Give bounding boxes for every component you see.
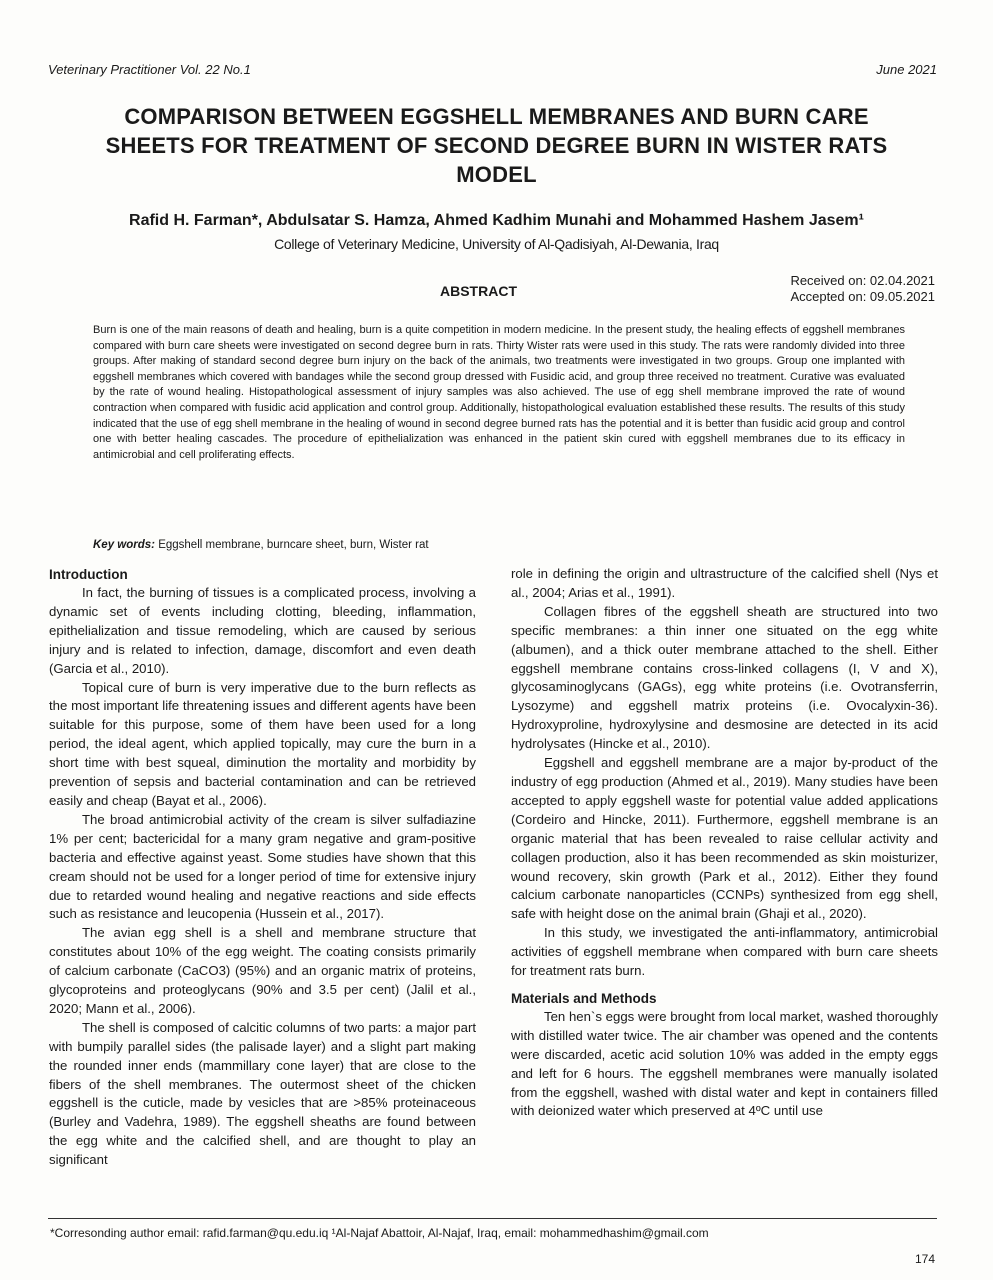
- corresponding-author-footnote: *Corresonding author email: rafid.farman@qu.edu.iq ¹Al-Najaf Abattoir, Al-Najaf, Iraq, email: mohammedhashim@gmail.com: [50, 1226, 709, 1240]
- running-header: [48, 62, 937, 77]
- paragraph: Ten hen`s eggs were brought from local market, washed thoroughly with distilled water twice. The air chamber was opened and the contents were discarded, acetic acid solution 10% was added in the empty eggs and left for 6 hours. The eggshell membranes were manually isolated from the eggshell, washed with distal water and kept in containers filled with deionized water which preserved at 4ºC until use: [511, 1008, 938, 1119]
- title-line-3: MODEL: [456, 162, 537, 187]
- keywords: [93, 539, 429, 551]
- journal-name: Veterinary Practitioner Vol. 22 No.1: [48, 62, 251, 77]
- keywords-label: Key words:: [93, 539, 155, 551]
- received-date: Received on: 02.04.2021: [790, 273, 935, 288]
- paragraph: The broad antimicrobial activity of the cream is silver sulfadiazine 1% per cent; bactericidal for a many gram negative and gram-positive bacteria and effective against yeast. Some studies have shown that this cream should not be used for a longer period of time for extensive injury due to retarded wound healing and negative reactions and side effects such as resistance and leucopenia (Hussein et al., 2017).: [49, 811, 476, 922]
- paragraph: The shell is composed of calcitic columns of two parts: a major part with bumpily parallel sides (the palisade layer) and a slight part making the rounded inner ends (mammillary cone layer) that are close to the fibers of the shell membranes. The outermost sheet of the chicken eggshell is the cuticle, made by vesicles that are >85% proteinaceous (Burley and Vadehra, 1989). The eggshell sheaths are found between the egg white and the calcified shell, and are thought to play an significant: [49, 1019, 476, 1168]
- submission-dates: [790, 273, 935, 305]
- title-line-1: COMPARISON BETWEEN EGGSHELL MEMBRANES AND BURN CARE: [124, 104, 869, 129]
- page-number: 174: [914, 1252, 935, 1266]
- author-list: Rafid H. Farman*, Abdulsatar S. Hamza, Ahmed Kadhim Munahi and Mohammed Hashem Jasem¹: [129, 212, 864, 229]
- issue-date: June 2021: [876, 62, 937, 77]
- paragraph: Eggshell and eggshell membrane are a major by-product of the industry of egg production (Ahmed et al., 2019). Many studies have been accepted to apply eggshell waste for potential value added applications (Cordeiro and Hincke, 2011). Furthermore, eggshell membrane is an organic material that has been revealed to raise cellular activity and collagen production, also it has been recommended as skin moisturizer, wound recovery, skin growth (Park et al., 2012). Either they found calcium carbonate nanoparticles (CCNPs) synthesized from egg shell, safe with height dose on the animal brain (Ghaji et al., 2020).: [511, 755, 938, 922]
- paragraph: In this study, we investigated the anti-inflammatory, antimicrobial activities of eggshell membrane when compared with burn care sheets for treatment rats burn.: [511, 925, 938, 979]
- introduction-heading: Introduction: [49, 567, 128, 582]
- paragraph: Topical cure of burn is very imperative due to the burn reflects as the most important life threatening issues and different agents have been suitable for this purpose, some of them have been used for a long period, the ideal agent, which applied topically, may cure the burn in a short time with best squeal, diminution the mortality and morbidity by prevention of sepsis and bacterial contamination and can be retrieved easily and cheap (Bayat et al., 2006).: [49, 679, 476, 808]
- paragraph: The avian egg shell is a shell and membrane structure that constitutes about 10% of the egg weight. The coating consists primarily of calcium carbonate (CaCO3) (95%) and an organic matrix of proteins, glycoproteins and proteoglycans (90% and 3.5 per cent) (Jalil et al., 2020; Mann et al., 2006).: [49, 925, 476, 1016]
- footnote-divider: [48, 1218, 937, 1219]
- right-column: [511, 565, 938, 1121]
- paragraph: role in defining the origin and ultrastructure of the calcified shell (Nys et al., 2004; Arias et al., 1991).: [511, 566, 938, 600]
- accepted-date: Accepted on: 09.05.2021: [790, 289, 935, 304]
- paper-title: [40, 102, 953, 189]
- paragraph: Collagen fibres of the eggshell sheath are structured into two specific membranes: a thin inner one situated on the egg white (albumen), and a thick outer membrane attached to the shell. Either eggshell membrane contains cross-linked collagens (I, V and X), glycosaminoglycans (GAGs), egg white proteins (i.e. Ovotransferrin, Lysozyme) and eggshell matrix proteins (i.e. Ovocalyxin-36). Hydroxyproline, hydroxylysine and desmosine are detected in its acid hydrolysates (Hincke et al., 2010).: [511, 603, 938, 752]
- left-column: [49, 565, 476, 1170]
- paragraph: In fact, the burning of tissues is a complicated process, involving a dynamic set of events including clotting, bleeding, inflammation, epithelialization and tissue remodeling, which are caused by serious injury and is related to infection, damage, discomfort and even death (Garcia et al., 2010).: [49, 585, 476, 676]
- methods-heading: Materials and Methods: [511, 990, 657, 1006]
- affiliation: College of Veterinary Medicine, University of Al-Qadisiyah, Al-Dewania, Iraq: [274, 236, 719, 252]
- section-spacer: [511, 981, 938, 989]
- title-line-2: SHEETS FOR TREATMENT OF SECOND DEGREE BURN IN WISTER RATS: [105, 133, 888, 158]
- abstract-heading: ABSTRACT: [440, 283, 517, 299]
- keywords-text: Eggshell membrane, burncare sheet, burn, Wister rat: [158, 539, 429, 551]
- abstract-text: Burn is one of the main reasons of death and healing, burn is a quite competition in modern medicine. In the present study, the healing effects of eggshell membranes compared with burn care sheets were investigated on second degree burn in rats. Thirty Wister rats were used in this study. The rats were randomly divided into three groups. After making of standard second degree burn injury on the back of the animals, two treatments were investigated in two groups. Group one implanted with eggshell membranes which covered with bandages while the second group dressed with Fusidic acid, and group three received no treatment. Curative was evaluated by the rate of wound healing. Histopathological assessment of injury samples was also achieved. The use of egg shell membrane improved the rate of wound contraction when compared with fusidic acid application and control group. Additionally, histopathological evaluation established these results. The results of this study indicated that the use of egg shell membrane in the healing of wound in second degree burned rats has the potential and it is better than fusidic acid group and control one with better healing cascades. The procedure of epithelialization was enhanced in the patient skin cured with eggshell membranes due to its efficacy in antimicrobial and cell proliferating effects.: [93, 324, 905, 461]
